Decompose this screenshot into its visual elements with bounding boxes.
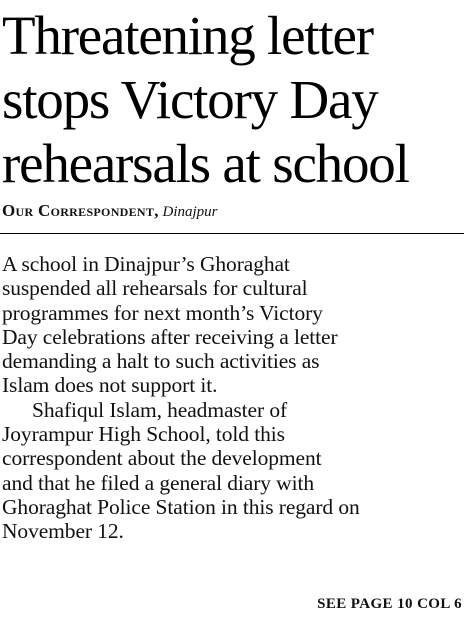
byline-location: Dinajpur	[162, 204, 218, 220]
text-line: programmes for next month’s Victory	[2, 300, 323, 325]
text-line: Joyrampur High School, told this	[2, 422, 285, 447]
text-line: suspended all rehearsals for cultural	[2, 276, 308, 301]
text-line: Day celebrations after receiving a letter	[2, 324, 338, 349]
text-line: Islam does not support it.	[2, 373, 218, 398]
headline-line: rehearsals at school	[2, 133, 409, 194]
article-paragraph	[2, 252, 462, 398]
headline	[0, 4, 464, 196]
headline-line: stops Victory Day	[2, 69, 378, 130]
text-line: A school in Dinajpur’s Ghoraghat	[2, 252, 290, 276]
text-line: Ghoraghat Police Station in this regard on	[2, 494, 360, 519]
headline-line: Threatening letter	[2, 5, 373, 66]
continued-on-page-note: SEE PAGE 10 COL 6	[317, 596, 462, 612]
article-paragraph	[2, 398, 462, 544]
byline	[2, 201, 464, 222]
text-line: November 12.	[2, 519, 124, 544]
byline-author: Our Correspondent,	[2, 201, 159, 220]
text-line: and that he filed a general diary with	[2, 470, 315, 495]
article-body	[2, 252, 462, 544]
text-line: Shafiqul Islam, headmaster of	[32, 397, 288, 422]
text-line: demanding a halt to such activities as	[2, 349, 320, 374]
text-line: correspondent about the development	[2, 446, 322, 471]
byline-divider	[0, 233, 464, 234]
